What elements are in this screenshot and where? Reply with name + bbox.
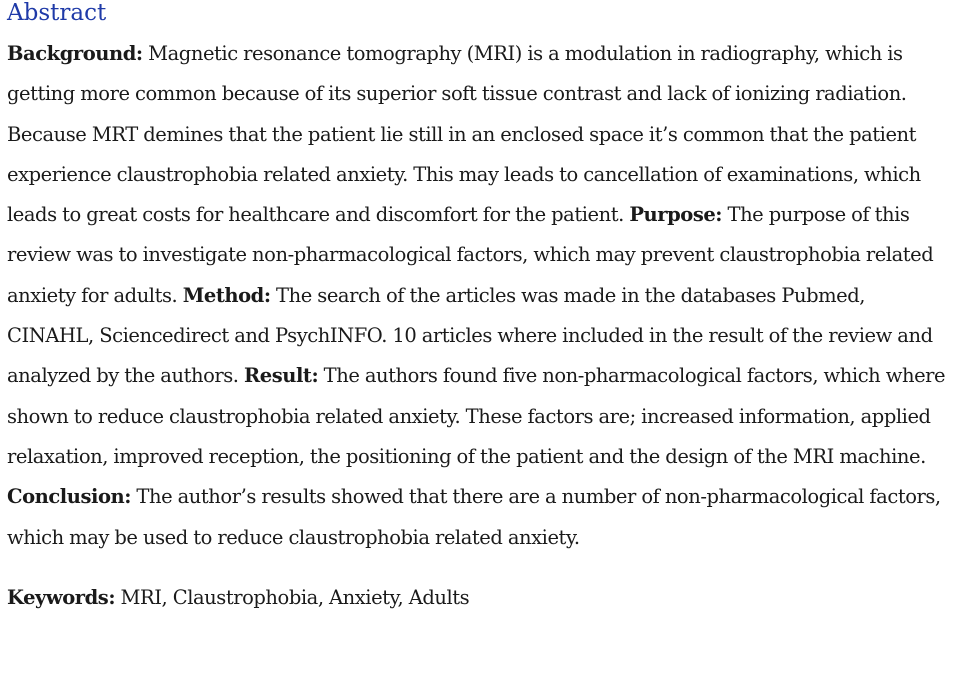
conclusion-text: The author’s results showed that there are a number of non-pharmacological factors, which may be used to reduce claustrophobia related anxiety. [7, 485, 941, 549]
keywords-label: Keywords: [7, 585, 116, 609]
abstract-page [7, 0, 957, 618]
keywords-text: MRI, Claustrophobia, Anxiety, Adults [115, 585, 470, 609]
purpose-label: Purpose: [629, 203, 723, 227]
result-label: Result: [244, 364, 319, 388]
conclusion-label: Conclusion: [7, 485, 131, 509]
result-text: The authors found five non-pharmacological factors, which where shown to reduce claustrophobia related anxiety. These factors are; increased information, applied relaxation, improved reception, the positioning of the patient and the design of the MRI machine. [7, 364, 946, 468]
method-text: The search of the articles was made in the databases Pubmed, CINAHL, Sciencedirect and PsychINFO. 10 articles where included in the result of the review and analyzed by the authors. [7, 283, 933, 388]
abstract-heading: Abstract [7, 0, 107, 26]
keywords-line [7, 578, 957, 618]
abstract-paragraph [7, 34, 957, 558]
background-label: Background: [7, 42, 143, 65]
purpose-text: The purpose of this review was to investigate non-pharmacological factors, which may prevent claustrophobia related anxiety for adults. [7, 203, 934, 307]
background-text: Magnetic resonance tomography (MRI) is a modulation in radiography, which is getting more common because of its superior soft tissue contrast and lack of ionizing radiation. Because MRT demines that the patient lie still in an enclosed space it’s common that the patient experience claustrophobia related anxiety. This may leads to cancellation of examinations, which leads to great costs for healthcare and discomfort for the patient. [7, 42, 921, 227]
method-label: Method: [182, 283, 271, 307]
